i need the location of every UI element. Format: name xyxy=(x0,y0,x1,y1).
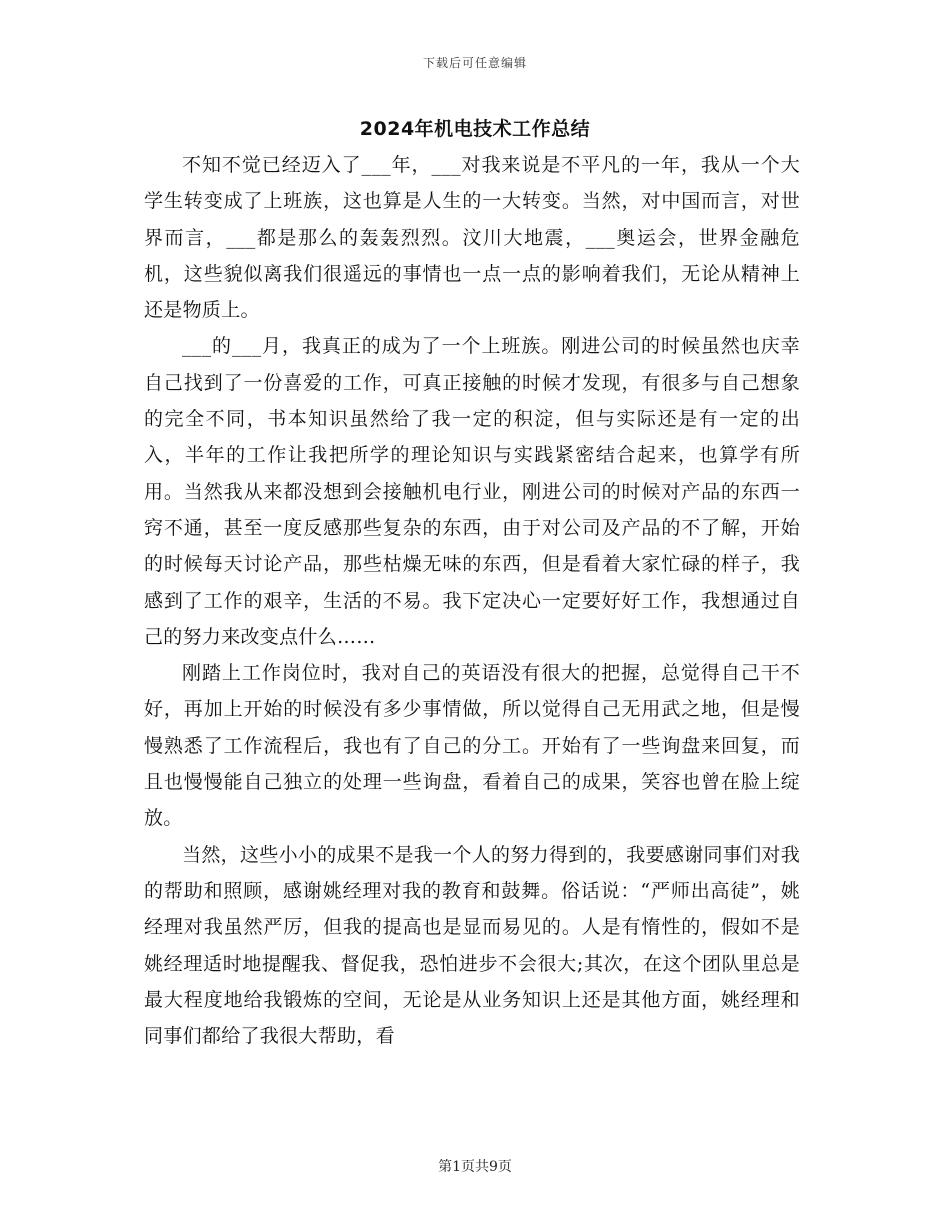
document-title: 2024年机电技术工作总结 xyxy=(359,118,591,140)
header-note: 下载后可任意编辑 xyxy=(422,56,527,70)
page-footer: 第1页共9页 xyxy=(438,1159,512,1175)
document-body xyxy=(144,147,800,1054)
paragraph-2: ___的___月，我真正的成为了一个上班族。刚进公司的时候虽然也庆幸自己找到了一份喜爱的工作，可真正接触的时候才发现，有很多与自己想象的完全不同，书本知识虽然给了我一定的积淀，但与实际还是有一定的出入，半年的工作让我把所学的理论知识与实践紧密结合起来，也算学有所用。当然我从来都没想到会接触机电行业，刚进公司的时候对产品的东西一窍不通，甚至一度反感那些复杂的东西，由于对公司及产品的不了解，开始的时候每天讨论产品，那些枯燥无味的东西，但是看着大家忙碌的样子，我感到了工作的艰辛，生活的不易。我下定决心一定要好好工作，我想通过自己的努力来改变点什么…… xyxy=(144,335,800,648)
paragraph-1: 不知不觉已经迈入了___年，___对我来说是不平凡的一年，我从一个大学生转变成了上班族，这也算是人生的一大转变。当然，对中国而言，对世界而言，___都是那么的轰轰烈烈。汶川大地震，___奥运会，世界金融危机，这些貌似离我们很遥远的事情也一点一点的影响着我们，无论从精神上还是物质上。 xyxy=(144,154,800,322)
paragraph-4: 当然，这些小小的成果不是我一个人的努力得到的，我要感谢同事们对我的帮助和照顾，感谢姚经理对我的教育和鼓舞。俗话说：“严师出高徒”，姚经理对我虽然严厉，但我的提高也是显而易见的。人是有惰性的，假如不是姚经理适时地提醒我、督促我，恐怕进步不会很大;其次，在这个团队里总是最大程度地给我锻炼的空间，无论是从业务知识上还是其他方面，姚经理和同事们都给了我很大帮助，看 xyxy=(144,843,800,1048)
paragraph-3: 刚踏上工作岗位时，我对自己的英语没有很大的把握，总觉得自己干不好，再加上开始的时候没有多少事情做，所以觉得自己无用武之地，但是慢慢熟悉了工作流程后，我也有了自己的分工。开始有了一些询盘来回复，而且也慢慢能自己独立的处理一些询盘，看着自己的成果，笑容也曾在脸上绽放。 xyxy=(144,662,800,830)
